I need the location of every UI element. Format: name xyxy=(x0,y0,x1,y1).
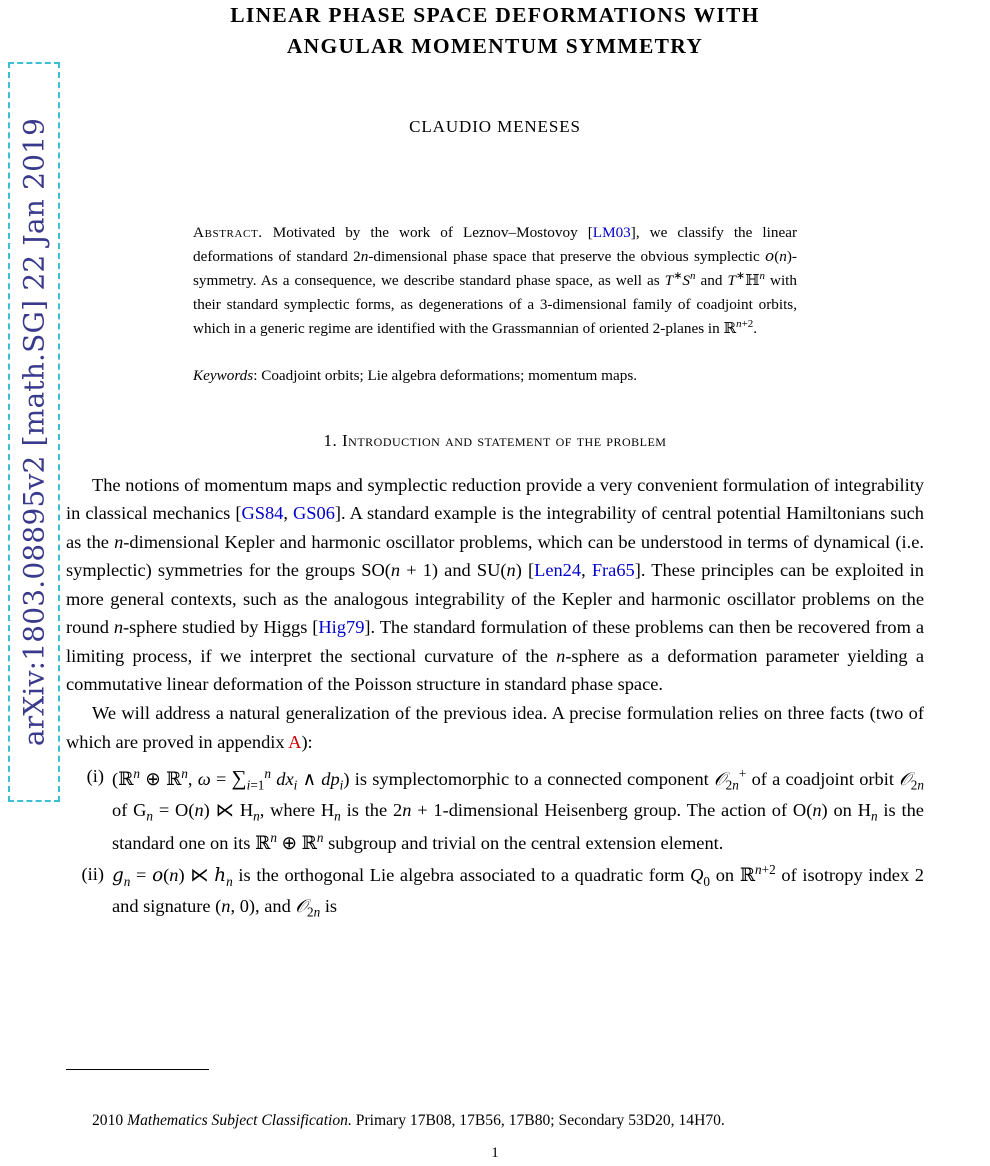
author-name: CLAUDIO MENESES xyxy=(409,117,581,137)
page-title xyxy=(0,0,990,61)
abstract-heading: Abstract. xyxy=(193,224,263,242)
citation-fra65[interactable]: Fra65 xyxy=(591,560,635,581)
list-item-content: (ℝ$^n$ ⊕ ℝ$^n$, $\omega = \sum_{i=1}^n$ $dx_i$ ∧ $dp_i$) is symplectomorphic to a connected component 𝒪$_{2n}$+ of a coadjoint orbit 𝒪$_{2n}$ of $G_n = O(n)$ ⋉ $H_n$, where $H_n$ is the 2n + 1-dimensional Heisenberg group. The action of O(n) on $H_n$ is the standard one on its ℝ$^n$ ⊕ ℝ$^n$ subgroup and trivial on the central extension element. xyxy=(112,766,925,854)
list-item xyxy=(66,762,924,858)
footnote-msc-label: Mathematics Subject Classification. xyxy=(127,1111,352,1129)
list-item-content: $g_n = o(n)$ ⋉ $h_n$ is the orthogonal Lie algebra associated to a quadratic form $Q_0$ on ℝ$^{n+2}$ of isotropy index 2 and signature (n, 0), and 𝒪$_{2n}$ is xyxy=(112,862,924,921)
arxiv-stamp-text: arXiv:1803.08895v2 [math.SG] 22 Jan 2019 xyxy=(17,117,51,747)
paragraph-2: We will address a natural generalization of the previous idea. A precise formulation relies on three facts (two of which are proved in appendix A): xyxy=(66,703,924,752)
footnote-year: 2010 xyxy=(92,1111,124,1129)
arxiv-stamp xyxy=(8,62,60,802)
citation-lm03[interactable]: LM03 xyxy=(592,224,631,242)
abstract-text-1: Motivated by the work of Leznov–Mostovoy [ xyxy=(262,224,593,242)
section-heading xyxy=(0,431,990,451)
section-title: Introduction and statement of the problem xyxy=(342,430,667,450)
keywords-line xyxy=(193,367,797,385)
footnote-divider xyxy=(66,1069,209,1070)
section-number: 1. xyxy=(323,430,338,450)
citation-len24[interactable]: Len24 xyxy=(534,560,582,581)
page-title-line-2: ANGULAR MOMENTUM SYMMETRY xyxy=(286,33,704,58)
list-item xyxy=(66,860,924,923)
appendix-link-a[interactable]: A xyxy=(288,731,302,752)
citation-gs06[interactable]: GS06 xyxy=(293,503,335,524)
footnote xyxy=(66,1109,924,1132)
facts-list xyxy=(66,762,924,923)
abstract xyxy=(193,221,797,341)
keywords-label: Keywords xyxy=(193,366,254,384)
citation-gs84[interactable]: GS84 xyxy=(241,503,284,524)
footnote-text xyxy=(66,1109,924,1132)
page-title-line-1: LINEAR PHASE SPACE DEFORMATIONS WITH xyxy=(230,3,760,27)
footnote-msc-text: Primary 17B08, 17B56, 17B80; Secondary 53D20, 14H70. xyxy=(351,1111,725,1129)
keywords-text: : Coadjoint orbits; Lie algebra deformations; momentum maps. xyxy=(253,366,638,384)
body-text xyxy=(66,471,924,756)
list-item-marker: (i) xyxy=(86,766,104,787)
abstract-text-2: ], we classify the linear deformations of standard 2n-dimensional phase space that preserve the obvious symplectic o(n)-symmetry. As a consequence, we describe standard phase space, as well as $T^∗S^n$ and T∗ℍ$^n$ with their standard symplectic forms, as degenerations of a 3-dimensional family of coadjoint orbits, which in a generic regime are identified with the Grassmannian of oriented 2-planes in ℝ$^{n+2}$. xyxy=(193,224,798,338)
page-number: 1 xyxy=(491,1145,499,1161)
paragraph-1: The notions of momentum maps and symplectic reduction provide a very convenient formulation of integrability in classical mechanics [GS84, GS06]. A standard example is the integrability of central potential Hamiltonians such as the n-dimensional Kepler and harmonic oscillator problems, which can be understood in terms of dynamical (i.e. symplectic) symmetries for the groups SO(n + 1) and SU(n) [Len24, Fra65]. These principles can be exploited in more general contexts, such as the analogous integrability of the Kepler and harmonic oscillator problems on the round n-sphere studied by Higgs [Hig79]. The standard formulation of these problems can then be recovered from a limiting process, if we interpret the sectional curvature of the n-sphere as a deformation parameter yielding a commutative linear deformation of the Poisson structure in standard phase space. xyxy=(66,474,925,695)
citation-hig79[interactable]: Hig79 xyxy=(318,617,365,638)
list-item-marker: (ii) xyxy=(81,864,104,885)
